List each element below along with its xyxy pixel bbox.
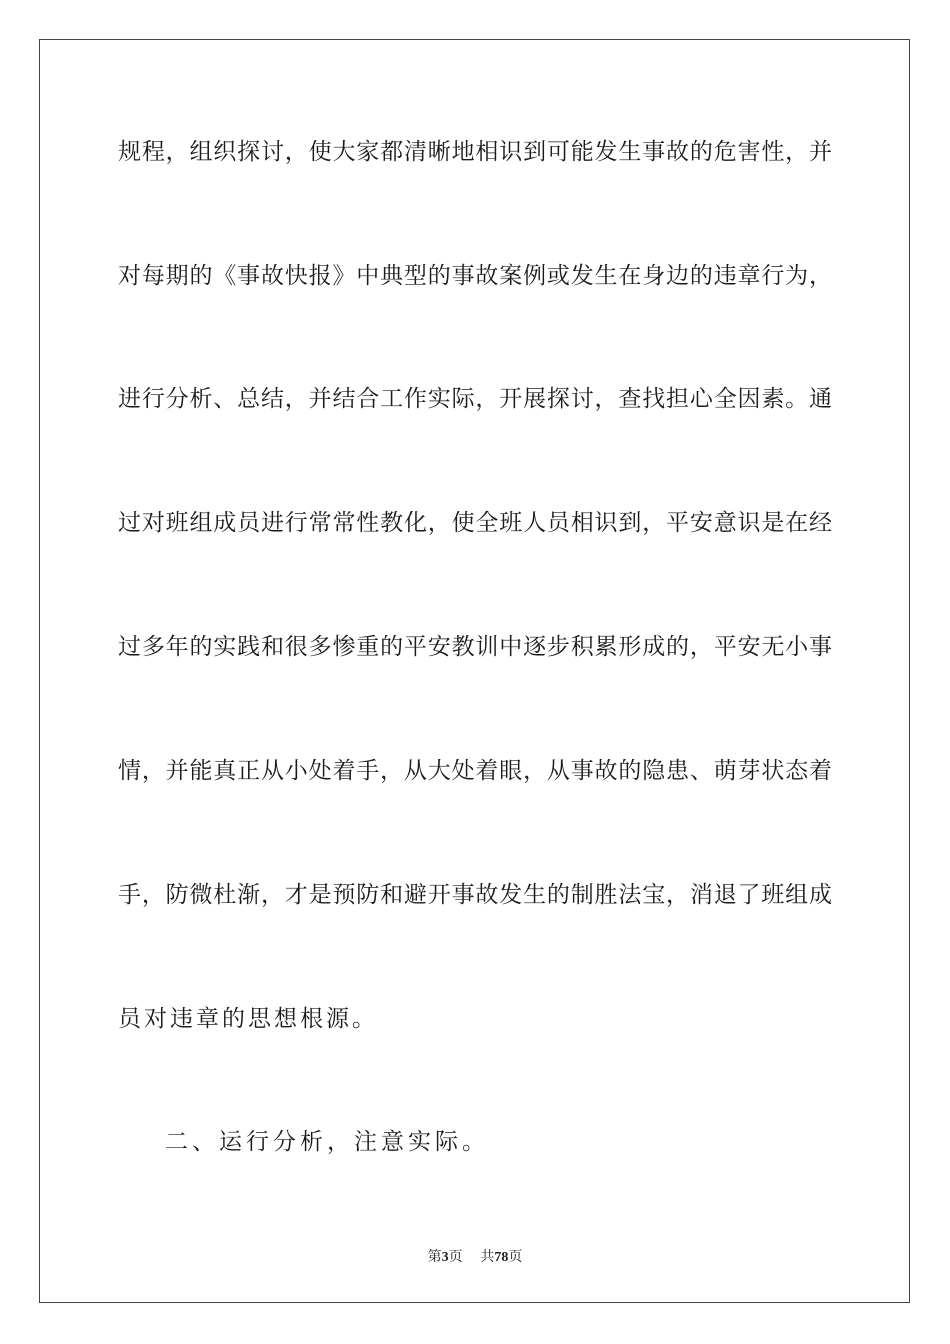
footer-total-suffix: 页 bbox=[508, 1249, 523, 1265]
page-border bbox=[39, 39, 910, 1303]
body-line-8: 员对违章的思想根源。 bbox=[118, 1006, 378, 1032]
footer-page-number: 3 bbox=[441, 1250, 449, 1265]
body-line-5: 过多年的实践和很多惨重的平安教训中逐步积累形成的，平安无小事 bbox=[118, 634, 832, 660]
footer-page-prefix: 第 bbox=[427, 1249, 442, 1265]
footer-total-number: 78 bbox=[494, 1250, 509, 1265]
page-footer bbox=[0, 1248, 950, 1267]
footer-page-suffix: 页 bbox=[448, 1249, 463, 1265]
body-line-2: 对每期的《事故快报》中典型的事故案例或发生在身边的违章行为， bbox=[118, 263, 832, 289]
body-line-3: 进行分析、总结，并结合工作实际，开展探讨，查找担心全因素。通 bbox=[118, 386, 832, 412]
body-line-6: 情，并能真正从小处着手，从大处着眼，从事故的隐患、萌芽状态着 bbox=[118, 758, 832, 784]
footer-total-prefix: 共 bbox=[480, 1249, 495, 1265]
body-line-1: 规程，组织探讨，使大家都清晰地相识到可能发生事故的危害性，并 bbox=[118, 139, 832, 165]
section-heading: 二、运行分析，注意实际。 bbox=[165, 1129, 489, 1155]
body-line-4: 过对班组成员进行常常性教化，使全班人员相识到，平安意识是在经 bbox=[118, 510, 832, 536]
body-line-7: 手，防微杜渐，才是预防和避开事故发生的制胜法宝，消退了班组成 bbox=[118, 882, 832, 908]
